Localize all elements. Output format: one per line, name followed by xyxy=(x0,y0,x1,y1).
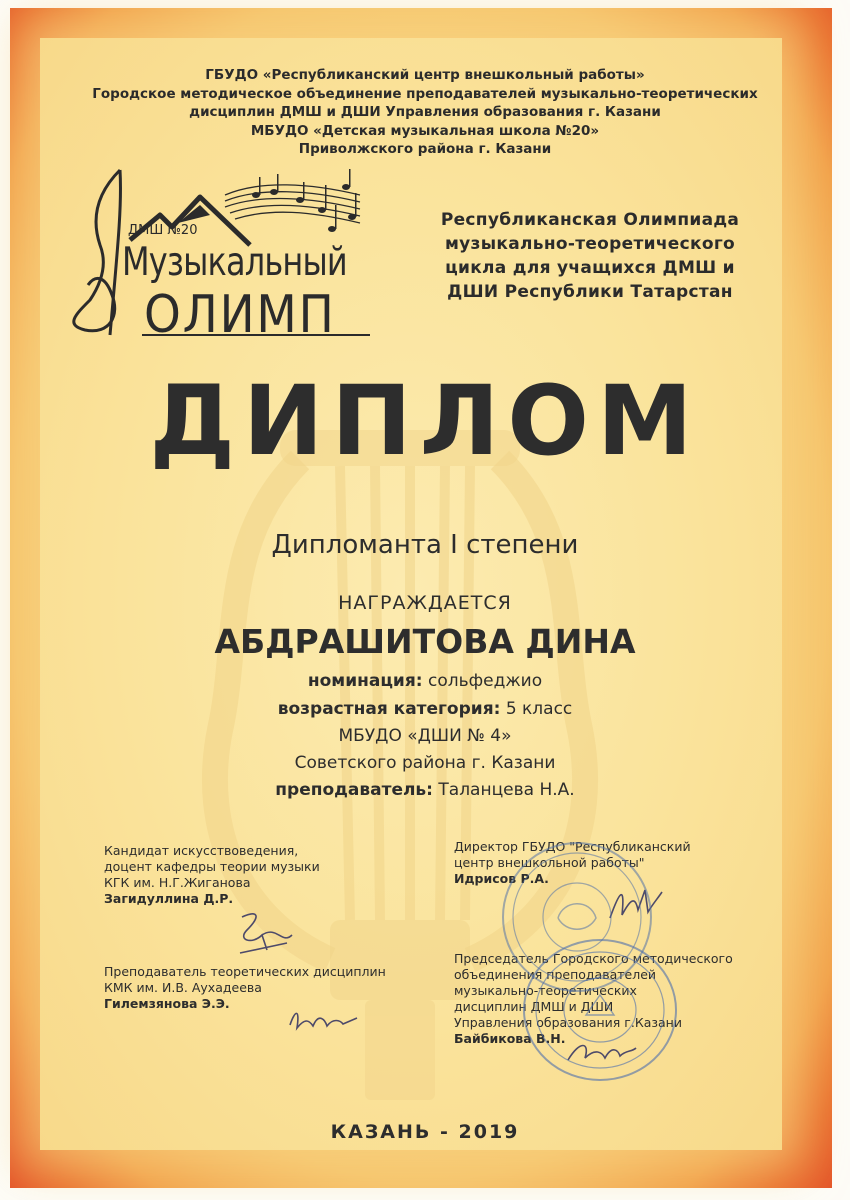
header-line: ГБУДО «Республиканский центр внешкольный работы» xyxy=(205,67,645,83)
signatory-title-line: музыкально-теоретических xyxy=(454,983,637,998)
teacher-label: преподаватель: xyxy=(275,780,433,800)
olympiad-title xyxy=(415,208,765,304)
signatory-title-line: Управления образования г.Казани xyxy=(454,1015,682,1030)
signatory-name: Гилемзянова Э.Э. xyxy=(104,996,230,1011)
signatory-title-line: дисциплин ДМШ и ДШИ xyxy=(454,999,614,1014)
city-year: КАЗАНЬ - 2019 xyxy=(330,1121,520,1143)
signatory-title-line: Кандидат искусствоведения, xyxy=(104,843,299,858)
signatory-name: Загидуллина Д.Р. xyxy=(104,891,234,906)
signatory-title-line: объединения преподавателей xyxy=(454,967,657,982)
teacher-line xyxy=(0,780,850,800)
signatory-title-line: Председатель Городского методического xyxy=(454,951,733,966)
signatory-title-line: Преподаватель теоретических дисциплин xyxy=(104,964,386,979)
school-line: МБУДО «ДШИ № 4» xyxy=(338,726,512,746)
diploma-title: ДИПЛОМ xyxy=(149,365,701,477)
header-line: Приволжского района г. Казани xyxy=(298,141,552,157)
diploma-degree: Дипломанта I степени xyxy=(271,530,579,560)
signatory-name: Байбикова В.Н. xyxy=(454,1031,566,1046)
signatory-title-line: Директор ГБУДО "Республиканский xyxy=(454,839,691,854)
logo-school: ДМШ №20 xyxy=(128,223,198,238)
age-value: 5 класс xyxy=(505,699,573,719)
signatory-title-line: КМК им. И.В. Аухадеева xyxy=(104,980,262,995)
signature-zagidullina xyxy=(232,905,302,960)
olympiad-line: цикла для учащихся ДМШ и xyxy=(445,258,735,278)
nomination-line xyxy=(0,671,850,691)
header-line: МБУДО «Детская музыкальная школа №20» xyxy=(250,122,600,139)
signatory-title-line: доцент кафедры теории музыки xyxy=(104,859,320,874)
awarded-label: НАГРАЖДАЕТСЯ xyxy=(338,592,512,614)
olympiad-line: Республиканская Олимпиада xyxy=(440,210,740,230)
age-category-line xyxy=(0,699,850,719)
signatory-left-top xyxy=(104,843,320,907)
signatory-title-line: центр внешкольной работы" xyxy=(454,855,645,870)
official-stamp-dmsh20 xyxy=(520,935,680,1085)
header-line: Городское методическое объединение преподавателей музыкально-теоретических xyxy=(92,85,758,102)
nomination-label: номинация: xyxy=(307,671,423,691)
nomination-value: сольфеджио xyxy=(427,671,543,691)
olympiad-line: музыкально-теоретического xyxy=(444,234,735,254)
school-district-line: Советского района г. Казани xyxy=(294,753,556,773)
teacher-value: Таланцева Н.А. xyxy=(438,780,575,800)
header-line: дисциплин ДМШ и ДШИ Управления образования г. Казани xyxy=(189,104,661,120)
age-label: возрастная категория: xyxy=(277,699,501,719)
logo-line2: ОЛИМП xyxy=(144,285,336,345)
signatory-title-line: КГК им. Н.Г.Жиганова xyxy=(104,875,251,890)
logo-line1: Музыкальный xyxy=(122,240,347,285)
signature-gilemzyanova xyxy=(285,1000,365,1035)
musical-olymp-logo xyxy=(60,165,380,345)
olympiad-line: ДШИ Республики Татарстан xyxy=(447,282,733,302)
organizer-header xyxy=(40,66,810,159)
recipient-name: АБДРАШИТОВА ДИНА xyxy=(214,622,636,661)
signatory-name: Идрисов Р.А. xyxy=(454,871,549,886)
